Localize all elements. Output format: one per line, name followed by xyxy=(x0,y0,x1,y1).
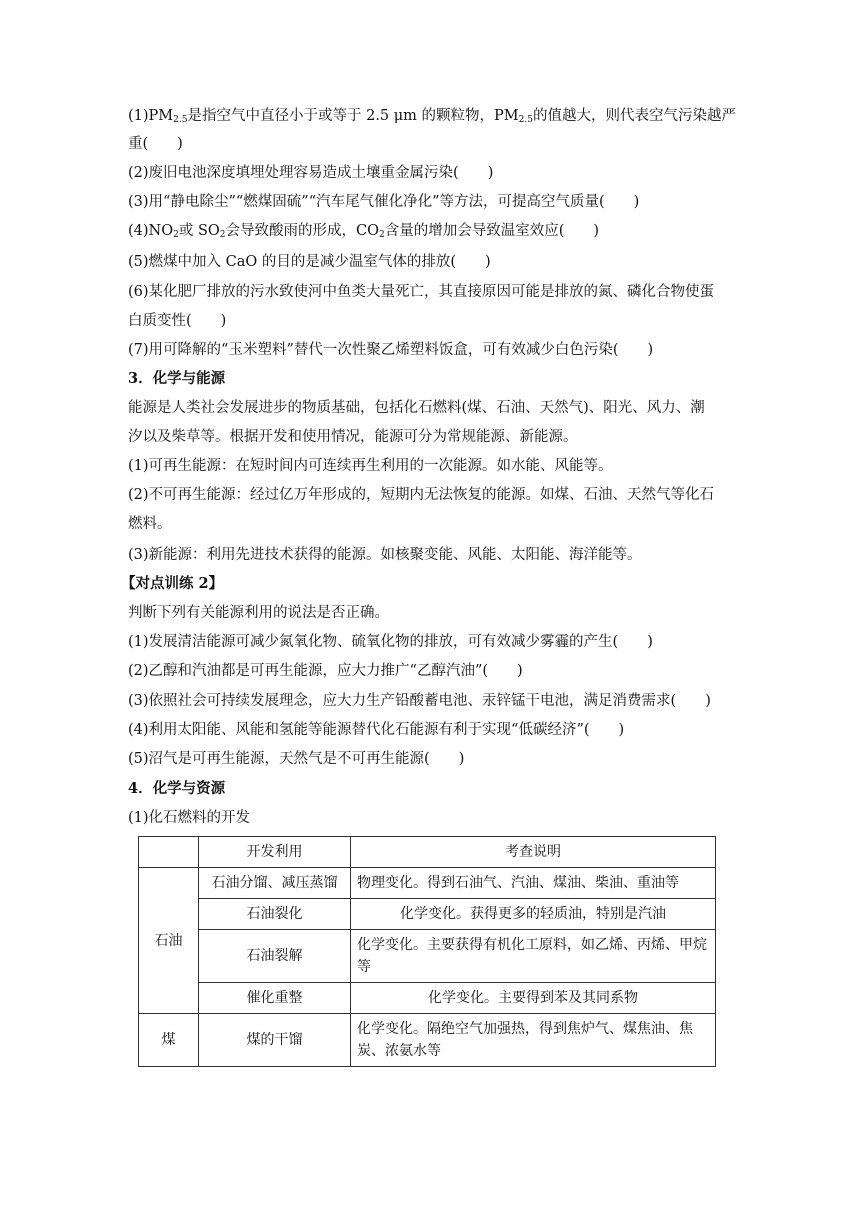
use-cell: 煤的干馏 xyxy=(199,1014,351,1067)
training-2-item-5: (5)沼气是可再生能源，天然气是不可再生能源( ) xyxy=(128,751,465,767)
new-energy: (3)新能源：利用先进技术获得的能源。如核聚变能、风能、太阳能、海洋能等。 xyxy=(128,547,642,563)
renewable-energy: (1)可再生能源：在短时间内可连续再生利用的一次能源。如水能、风能等。 xyxy=(128,458,613,474)
category-petroleum: 石油 xyxy=(139,868,199,1014)
training-2-item-2: (2)乙醇和汽油都是可再生能源，应大力推广“乙醇汽油”( ) xyxy=(128,663,523,679)
table-row xyxy=(139,1014,716,1067)
table-header-desc: 考查说明 xyxy=(351,837,716,868)
desc-cell: 化学变化。主要得到苯及其同系物 xyxy=(351,983,716,1014)
table-header-blank xyxy=(139,837,199,868)
table-row xyxy=(139,983,716,1014)
table-header-use: 开发利用 xyxy=(199,837,351,868)
desc-cell: 化学变化。获得更多的轻质油，特别是汽油 xyxy=(351,899,716,930)
question-3: (3)用“静电除尘”“燃煤固硫”“汽车尾气催化净化”等方法，可提高空气质量( ) xyxy=(128,194,640,210)
section-3-heading: 3．化学与能源 xyxy=(128,370,226,387)
nonrenewable-energy-a: (2)不可再生能源：经过亿万年形成的，短期内无法恢复的能源。如煤、石油、天然气等化石 xyxy=(128,487,715,503)
table-header-row xyxy=(139,837,716,868)
desc-cell: 化学变化。隔绝空气加强热，得到焦炉气、煤焦油、焦炭、浓氨水等 xyxy=(351,1014,716,1067)
question-4: $(4)NO_2$或 $SO_2$会导致酸雨的形成，$CO_2$含量的增加会导致温室效应( ) xyxy=(128,223,600,240)
question-2: (2)废旧电池深度填埋处理容易造成土壤重金属污染( ) xyxy=(128,165,494,181)
section-3-intro-b: 汐以及柴草等。根据开发和使用情况，能源可分为常规能源、新能源。 xyxy=(128,429,578,445)
use-cell: 石油裂解 xyxy=(199,930,351,983)
category-coal: 煤 xyxy=(139,1014,199,1067)
question-7: (7)用可降解的“玉米塑料”替代一次性聚乙烯塑料饭盒，可有效减少白色污染( ) xyxy=(128,342,654,358)
fossil-fuel-table xyxy=(138,836,716,1067)
section-4-heading: 4．化学与资源 xyxy=(128,780,226,797)
question-1-line-a: $(1)PM_{2.5}$是指空气中直径小于或等于 2.5 μm 的颗粒物，$PM_{2.5}$的值越大，则代表空气污染越严 xyxy=(128,108,736,125)
training-2-title: 【对点训练 2】 xyxy=(121,575,224,592)
table-row xyxy=(139,868,716,899)
training-2-item-1: (1)发展清洁能源可减少氮氧化物、硫氧化物的排放，可有效减少雾霾的产生( ) xyxy=(128,634,653,650)
desc-cell: 物理变化。得到石油气、汽油、煤油、柴油、重油等 xyxy=(351,868,716,899)
question-6-line-a: (6)某化肥厂排放的污水致使河中鱼类大量死亡，其直接原因可能是排放的氮、磷化合物使蛋 xyxy=(128,284,715,300)
question-1-line-b: 重( ) xyxy=(128,136,183,152)
section-4-sub-1: (1)化石燃料的开发 xyxy=(128,810,251,826)
table-row xyxy=(139,930,716,983)
use-cell: 石油裂化 xyxy=(199,899,351,930)
desc-cell: 化学变化。主要获得有机化工原料，如乙烯、丙烯、甲烷等 xyxy=(351,930,716,983)
table-row xyxy=(139,899,716,930)
question-5: (5)燃煤中加入 CaO 的目的是减少温室气体的排放( ) xyxy=(128,254,491,270)
use-cell: 催化重整 xyxy=(199,983,351,1014)
training-2-item-4: (4)利用太阳能、风能和氢能等能源替代化石能源有利于实现“低碳经济”( ) xyxy=(128,722,625,738)
section-3-intro-a: 能源是人类社会发展进步的物质基础，包括化石燃料(煤、石油、天然气)、阳光、风力、潮 xyxy=(128,400,705,416)
nonrenewable-energy-b: 燃料。 xyxy=(128,516,172,532)
training-2-item-3: (3)依照社会可持续发展理念，应大力生产铅酸蓄电池、汞锌锰干电池，满足消费需求( ) xyxy=(128,693,711,709)
use-cell: 石油分馏、减压蒸馏 xyxy=(199,868,351,899)
training-2-intro: 判断下列有关能源利用的说法是否正确。 xyxy=(128,605,389,621)
question-6-line-b: 白质变性( ) xyxy=(128,313,227,329)
